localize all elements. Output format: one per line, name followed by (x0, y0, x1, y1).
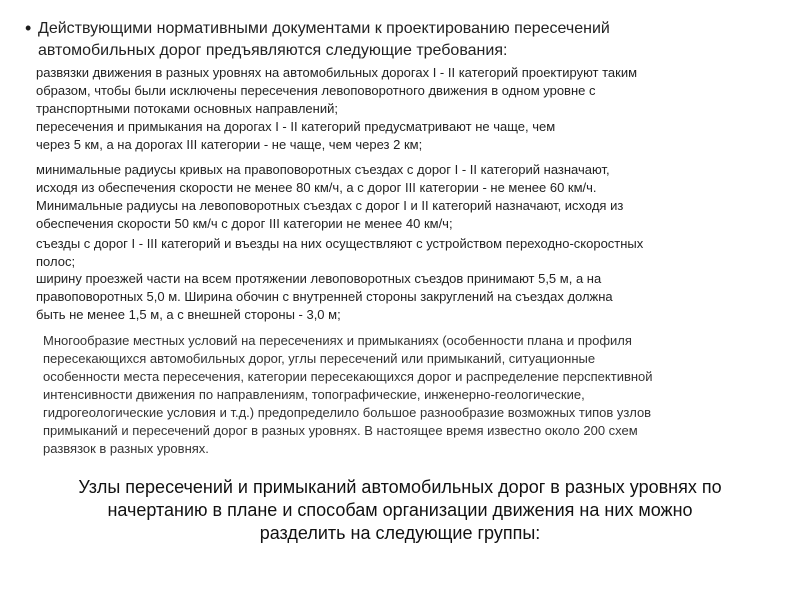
intro-line: Действующими нормативными документами к проектированию пересечений (38, 20, 610, 37)
bullet-marker: • (25, 18, 32, 38)
intro-line: автомобильных дорог предъявляются следующие требования: (38, 42, 508, 59)
requirement-speed-change-lanes (36, 235, 784, 271)
requirement-line: минимальные радиусы кривых на правоповоротных съездах с дорог I - II категорий назначают, (36, 162, 610, 177)
requirement-line: через 5 км, а на дорогах III категории - не чаще, чем через 2 км; (36, 137, 423, 152)
requirement-line: транспортными потоками основных направлений; (36, 101, 338, 116)
requirement-line: пересечения и примыкания на дорогах I - II категорий предусматривают не чаще, чем (36, 119, 556, 134)
requirement-line: полос; (36, 254, 76, 269)
requirement-line: правоповоротных 5,0 м. Ширина обочин с внутренней стороны закруглений на съездах должна (36, 289, 613, 304)
paragraph-line: особенности места пересечения, категории пересекающихся дорог и распределение перспективной (43, 369, 653, 384)
paragraph-line: Многообразие местных условий на пересечениях и примыканиях (особенности плана и профиля (43, 333, 632, 348)
conclusion-heading (30, 476, 770, 545)
requirement-line: быть не менее 1,5 м, а с внешней стороны - 3,0 м; (36, 307, 341, 322)
requirement-line: развязки движения в разных уровнях на автомобильных дорогах I - II категорий проектируют таким (36, 65, 638, 80)
requirement-carriageway-width (36, 270, 784, 324)
conclusion-line: разделить на следующие группы: (259, 523, 541, 543)
intro-heading (38, 18, 758, 62)
paragraph-line: гидрогеологические условия и т.д.) предопределило большое разнообразие возможных типов узлов (43, 405, 652, 420)
requirement-ramp-radii (36, 161, 784, 233)
requirement-line: обеспечения скорости 50 км/ч с дорог III категории не менее 40 км/ч; (36, 216, 453, 231)
requirement-line: съезды с дорог I - III категорий и въезды на них осуществляют с устройством переходно-скоростных (36, 236, 644, 251)
requirement-line: Минимальные радиусы на левоповоротных съездах с дорог I и II категорий назначают, исходя из (36, 198, 624, 213)
paragraph-line: развязок в разных уровнях. (43, 441, 209, 456)
conclusion-line: начертанию в плане и способам организации движения на них можно (107, 500, 693, 520)
conclusion-line: Узлы пересечений и примыканий автомобильных дорог в разных уровнях по (78, 477, 722, 497)
paragraph-line: примыканий и пересечений дорог в разных уровнях. В настоящее время известно около 200 схем (43, 423, 638, 438)
requirement-interchange-design (36, 64, 784, 118)
local-conditions-paragraph (43, 332, 783, 458)
requirement-line: исходя из обеспечения скорости не менее 80 км/ч, а с дорог III категории - не менее 60 км/ч. (36, 180, 597, 195)
requirement-line: образом, чтобы были исключены пересечения левоповоротного движения в одном уровне с (36, 83, 596, 98)
requirement-line: ширину проезжей части на всем протяжении левоповоротных съездов принимают 5,5 м, а на (36, 271, 602, 286)
requirement-intersection-spacing (36, 118, 784, 154)
paragraph-line: пересекающихся автомобильных дорог, углы пересечений или примыканий, ситуационные (43, 351, 596, 366)
paragraph-line: интенсивности движения по направлениям, топографические, инженерно-геологические, (43, 387, 585, 402)
